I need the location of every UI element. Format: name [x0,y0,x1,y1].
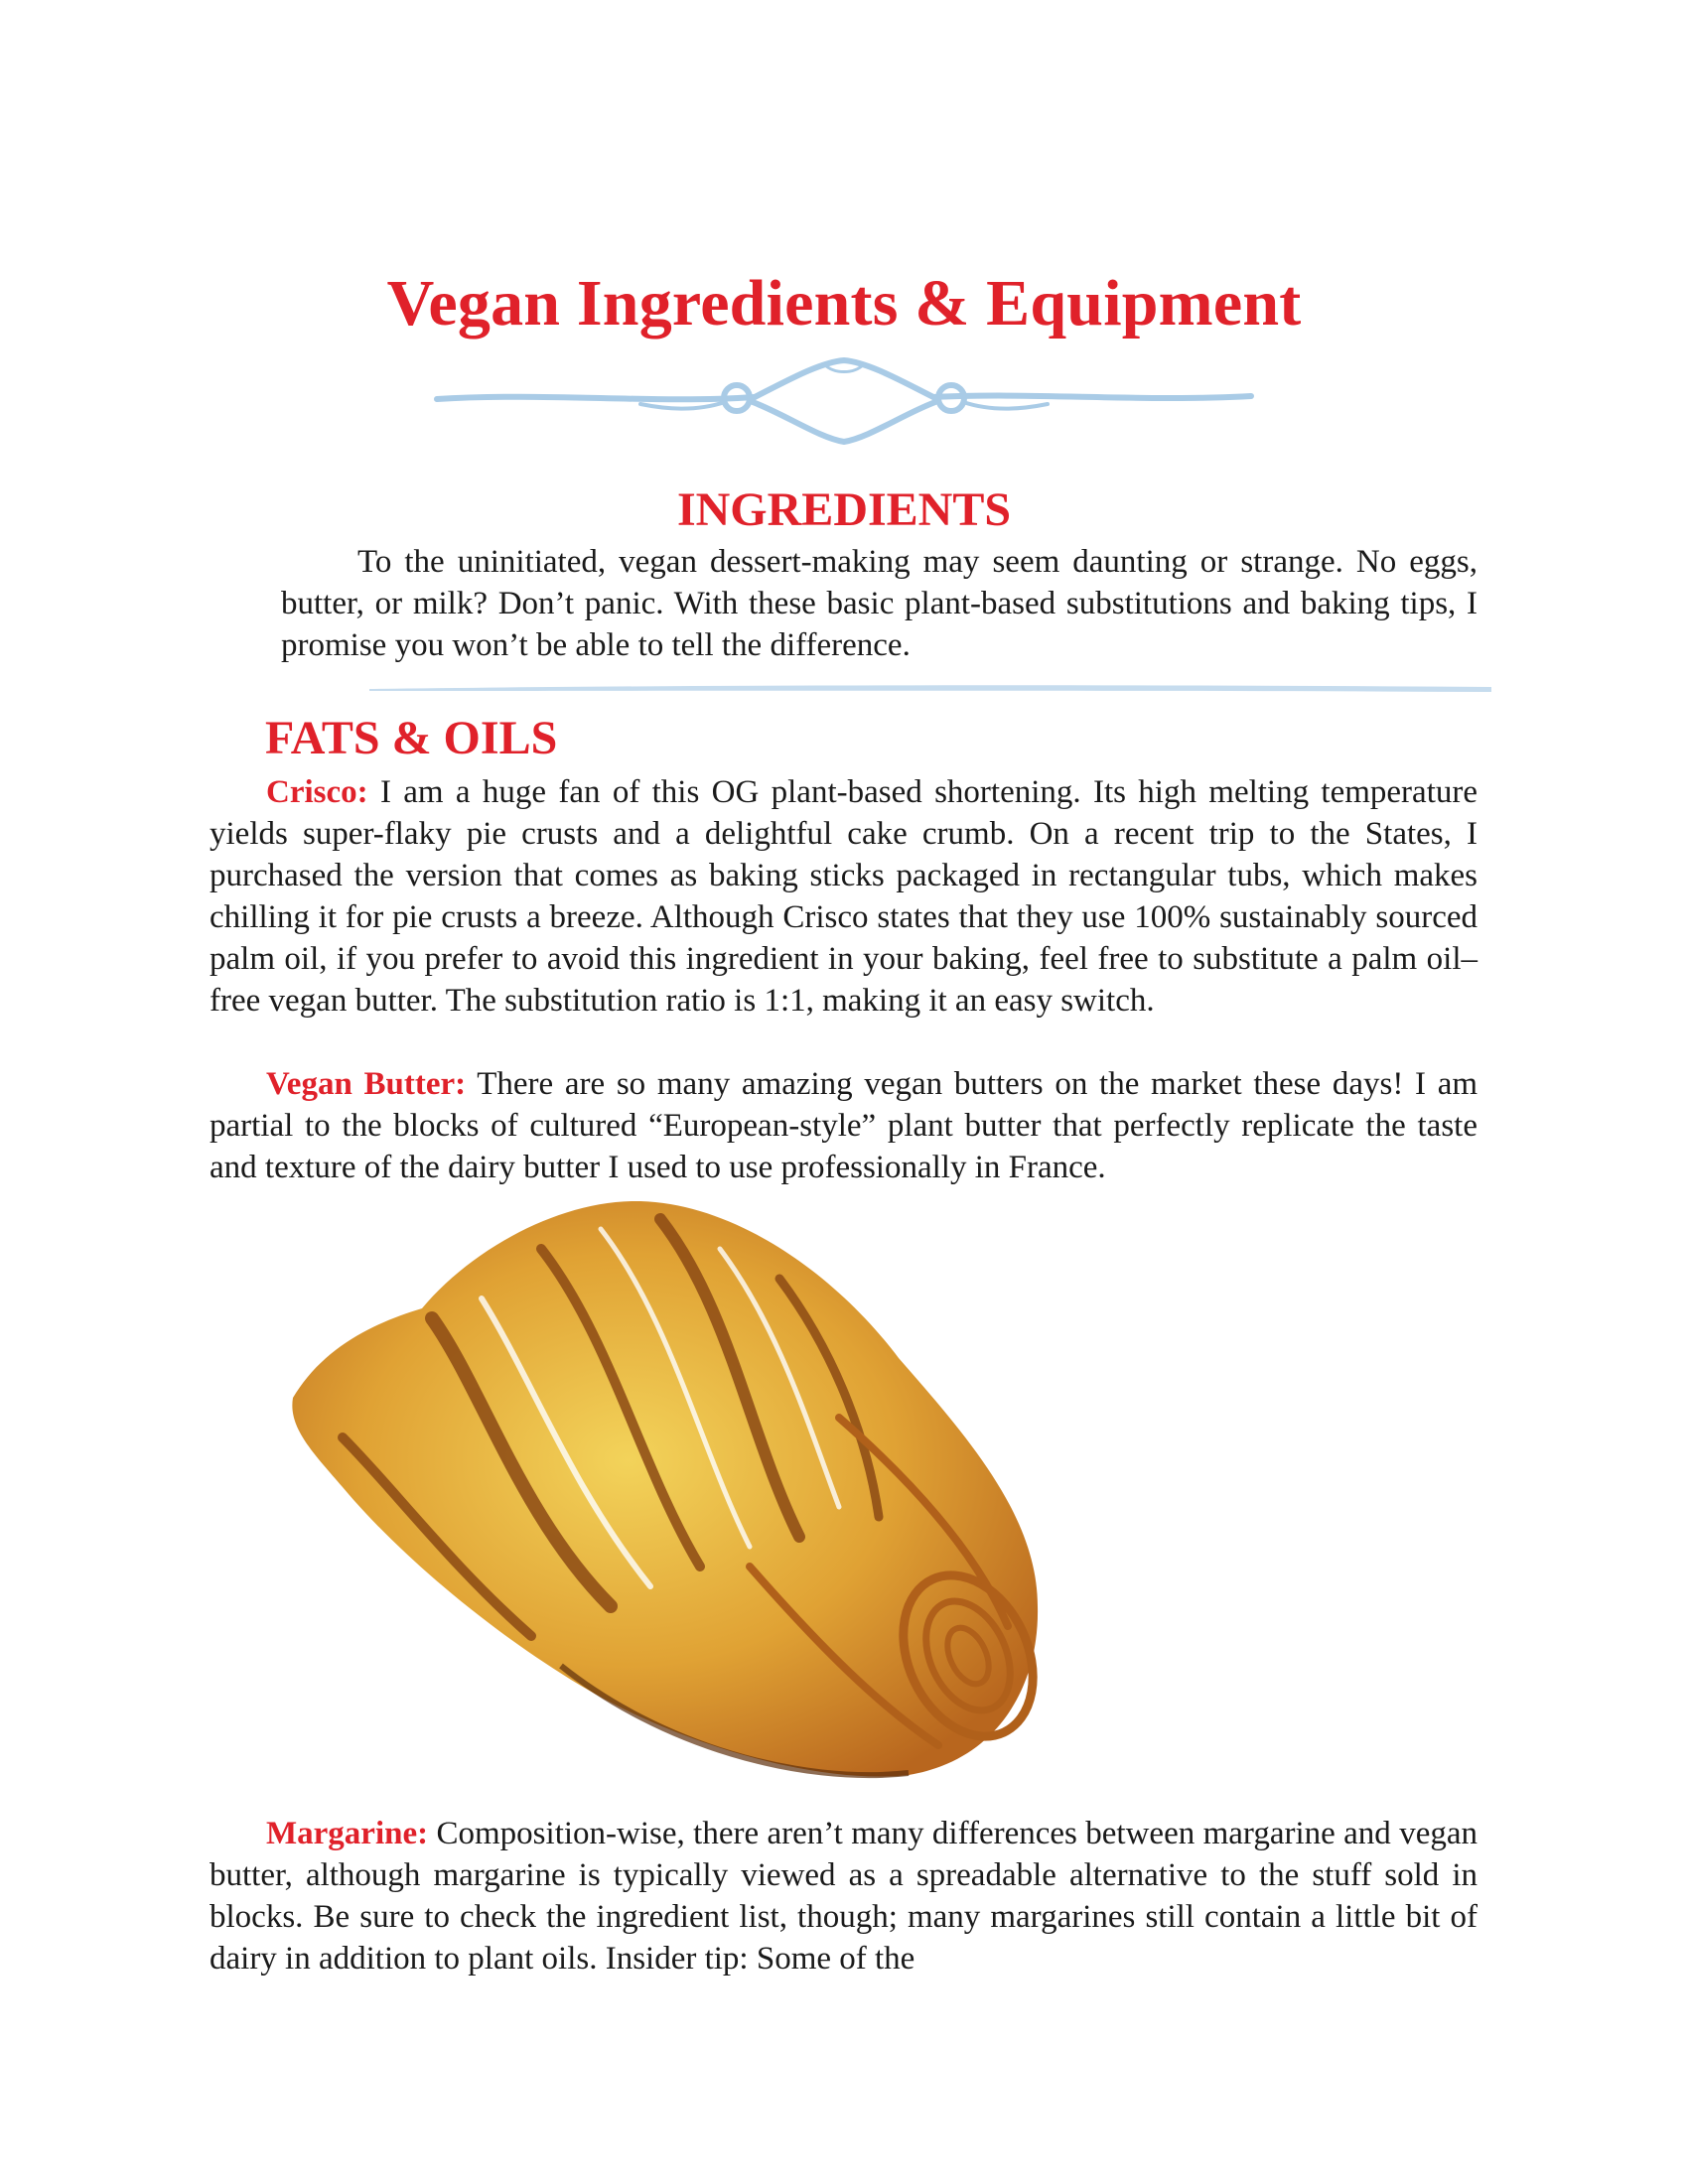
fats-oils-heading: FATS & OILS [265,712,558,764]
decorative-flourish [427,352,1261,452]
margarine-paragraph [210,1813,1477,1979]
page-title: Vegan Ingredients & Equipment [386,267,1302,340]
crisco-text: I am a huge fan of this OG plant-based shortening. Its high melting temperature yields super-flaky pie crusts and a delightful cake crumb. On a recent trip to the States, I purchased the version that comes as baking sticks packaged in rectangular tubs, which makes chilling it for pie crusts a breeze. Although Crisco states that they use 100% sustainably sourced palm oil, if you prefer to avoid this ingredient in your baking, feel free to substitute a palm oil–free vegan butter. The substitution ratio is 1:1, making it an easy switch. [210,774,1477,1019]
intro-paragraph: To the uninitiated, vegan dessert-making may seem daunting or strange. No eggs, butter, or milk? Don’t panic. With these basic plant-based substitutions and baking tips, I promise you won’t be able to tell the difference. [281,544,1477,663]
croissant-illustration [283,1189,1067,1785]
vegan-butter-paragraph [210,1063,1477,1188]
margarine-text: Composition-wise, there aren’t many differences between margarine and vegan butter, although margarine is typically viewed as a spreadable alternative to the stuff sold in blocks. Be sure to check the ingredient list, though; many margarines still contain a little bit of dairy in addition to plant oils. Insider tip: Some of the [210,1816,1477,1977]
ingredients-heading: INGREDIENTS [676,483,1012,536]
vegan-butter-text: There are so many amazing vegan butters on the market these days! I am partial to the blocks of cultured “European-style” plant butter that perfectly replicate the taste and texture of the dairy butter I used to use professionally in France. [210,1066,1478,1185]
divider-rule [369,681,1491,695]
crisco-term: Crisco: [266,774,368,810]
margarine-term: Margarine: [266,1816,429,1851]
crisco-paragraph [210,771,1477,1022]
vegan-butter-term: Vegan Butter: [266,1066,467,1102]
